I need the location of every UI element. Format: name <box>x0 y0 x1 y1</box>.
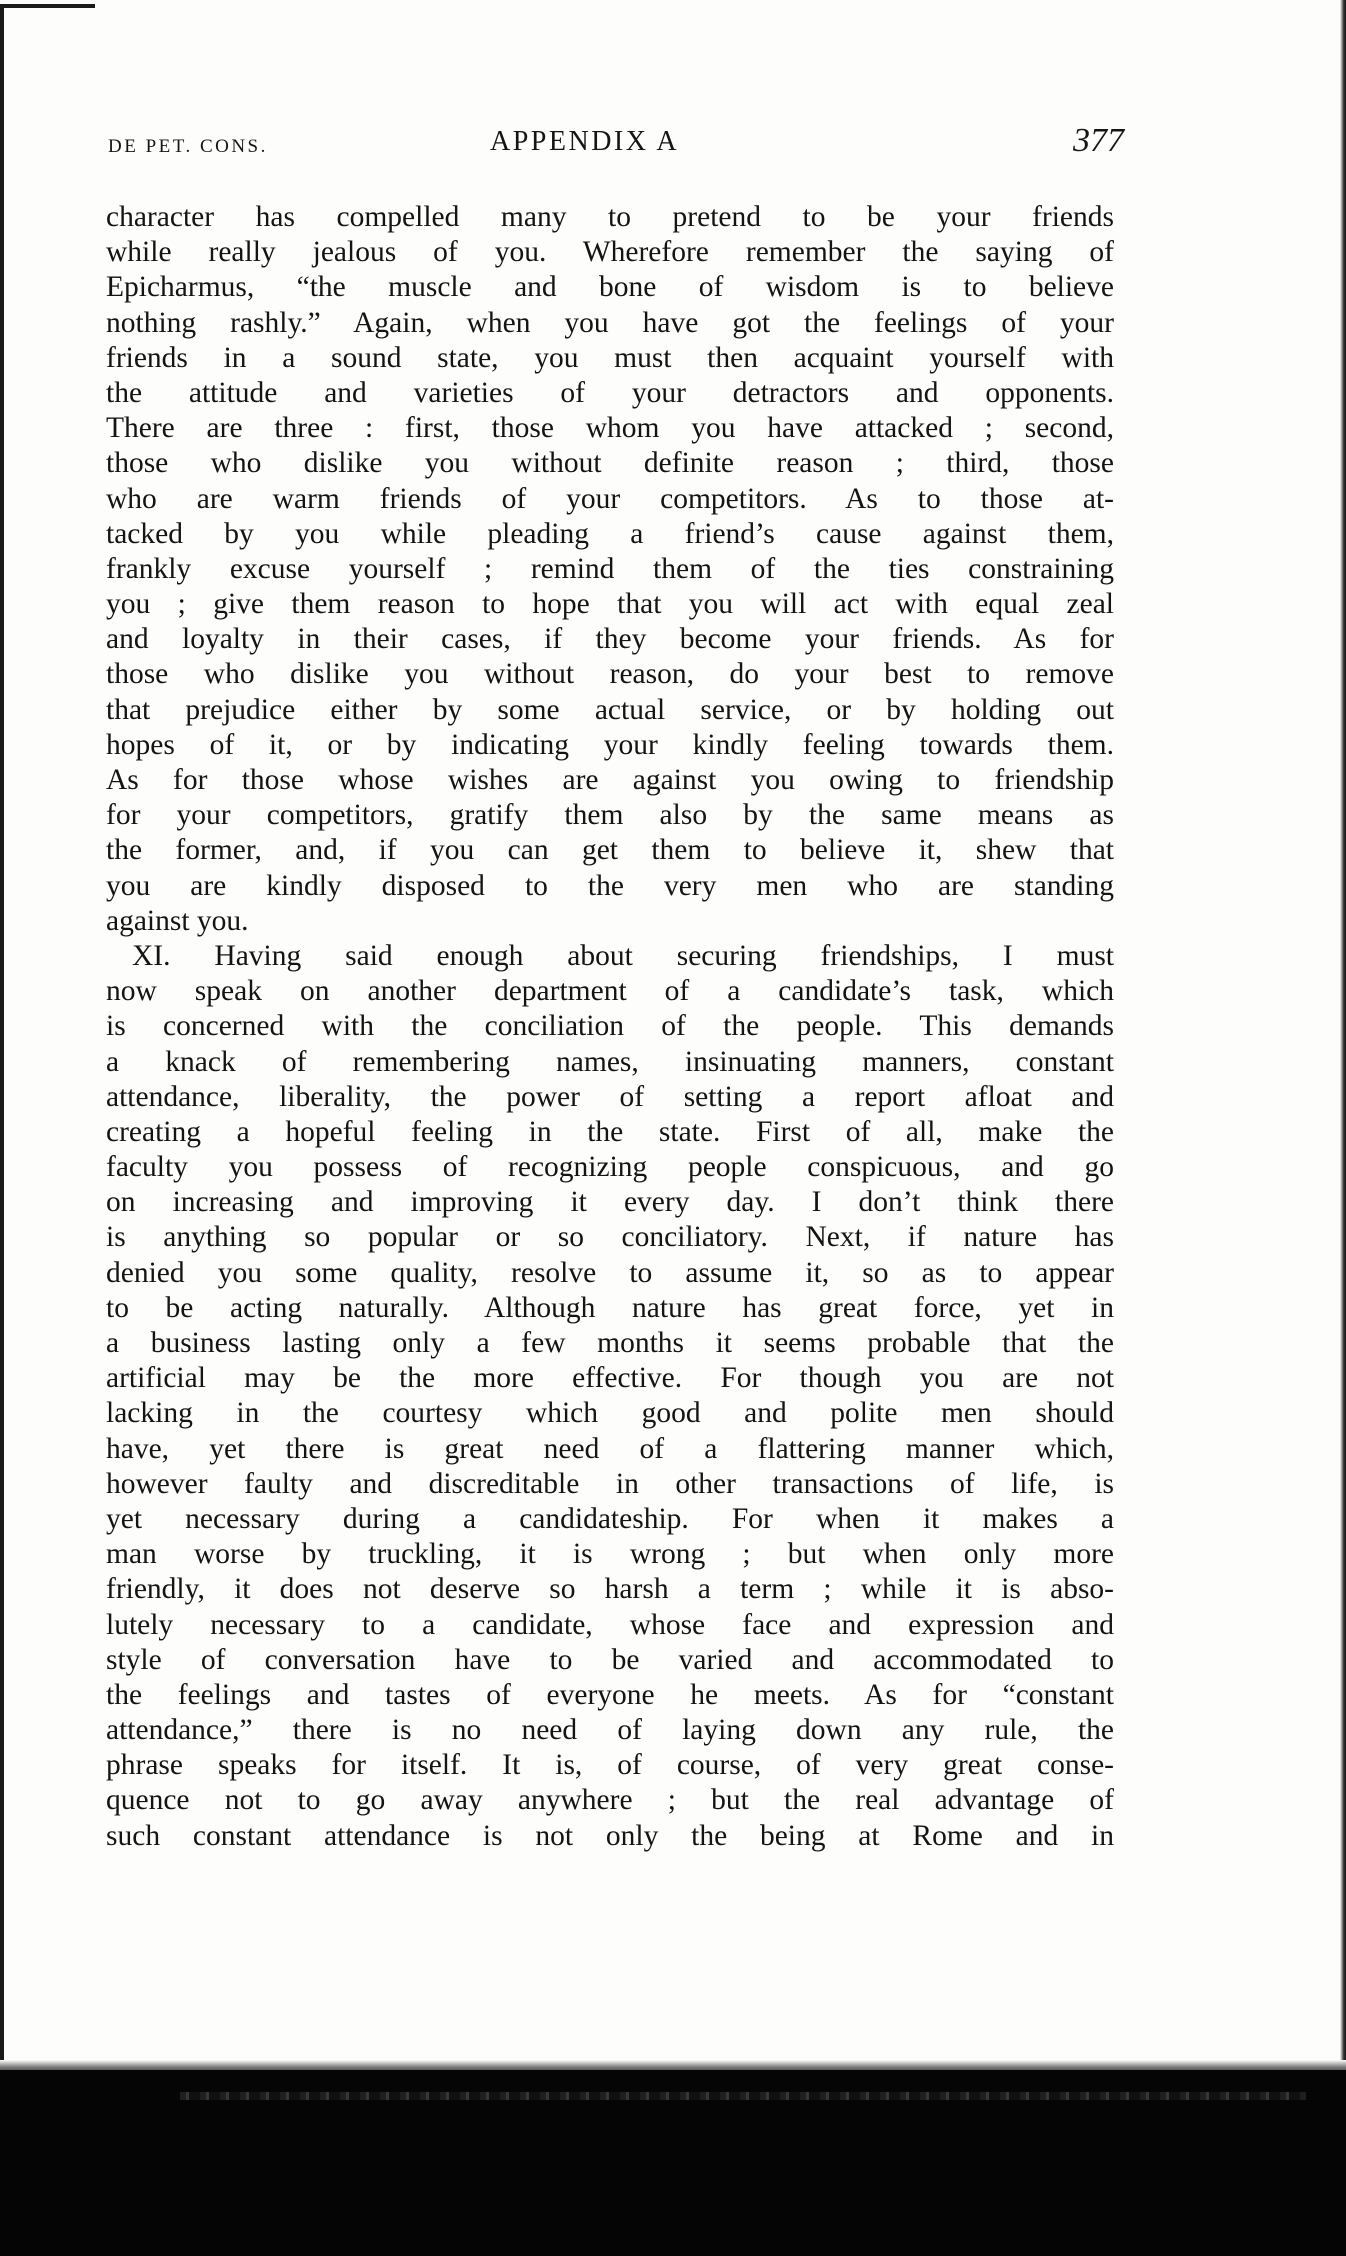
text-line: is anything so popular or so conciliatory. Next, if nature has <box>106 1221 1114 1254</box>
running-title-center: APPENDIX A <box>490 126 680 157</box>
page-number: 377 <box>1073 122 1124 159</box>
text-line: attendance,” there is no need of laying down any rule, the <box>106 1714 1114 1747</box>
text-line: the feelings and tastes of everyone he meets. As for “constant <box>106 1678 1114 1711</box>
text-line: Epicharmus, “the muscle and bone of wisdom is to believe <box>106 271 1114 304</box>
text-line: who are warm friends of your competitors. As to those at- <box>106 482 1114 515</box>
text-line: a business lasting only a few months it seems probable that the <box>106 1327 1114 1359</box>
text-line: to be acting naturally. Although nature has great force, yet in <box>106 1291 1114 1324</box>
text-line: now speak on another department of a candidate’s task, which <box>106 975 1114 1008</box>
text-line: man worse by truckling, it is wrong ; but when only more <box>106 1538 1114 1571</box>
text-line: As for those whose wishes are against you owing to friendship <box>106 764 1114 796</box>
text-line: those who dislike you without definite reason ; third, those <box>106 447 1114 480</box>
text-line: artificial may be the more effective. For though you are not <box>106 1362 1114 1395</box>
text-line: have, yet there is great need of a flattering manner which, <box>106 1432 1114 1465</box>
text-line: hopes of it, or by indicating your kindly feeling towards them. <box>106 728 1114 761</box>
scan-edge-top <box>0 4 95 8</box>
text-line: faculty you possess of recognizing people conspicuous, and go <box>106 1151 1114 1184</box>
scan-noise-strip <box>180 2092 1306 2100</box>
text-line: while really jealous of you. Wherefore remember the saying of <box>106 236 1114 269</box>
text-line: attendance, liberality, the power of setting a report afloat and <box>106 1080 1114 1113</box>
text-line: nothing rashly.” Again, when you have got the feelings of your <box>106 306 1114 339</box>
text-line: against you. <box>106 904 249 937</box>
text-line: a knack of remembering names, insinuating manners, constant <box>106 1045 1114 1078</box>
text-line: and loyalty in their cases, if they become your friends. As for <box>106 623 1114 656</box>
text-line: you ; give them reason to hope that you will act with equal zeal <box>106 588 1114 621</box>
text-line: you are kindly disposed to the very men who are standing <box>106 869 1114 902</box>
section-start-line: XI. Having said enough about securing friendships, I must <box>132 939 1114 972</box>
text-line: such constant attendance is not only the being at Rome and in <box>106 1819 1114 1852</box>
text-line: however faulty and discreditable in other transactions of life, is <box>106 1467 1114 1500</box>
text-line: lacking in the courtesy which good and polite men should <box>106 1397 1114 1430</box>
text-line: friendly, it does not deserve so harsh a term ; while it is abso- <box>106 1573 1114 1606</box>
text-line: that prejudice either by some actual service, or by holding out <box>106 693 1114 726</box>
text-line: creating a hopeful feeling in the state. First of all, make the <box>106 1115 1114 1148</box>
text-line: character has compelled many to pretend to be your friends <box>106 201 1114 233</box>
body-text <box>106 200 1114 1854</box>
text-line: denied you some quality, resolve to assume it, so as to appear <box>106 1256 1114 1289</box>
text-line: There are three : first, those whom you have attacked ; second, <box>106 412 1114 445</box>
text-line: tacked by you while pleading a friend’s cause against them, <box>106 517 1114 550</box>
text-line: style of conversation have to be varied and accommodated to <box>106 1643 1114 1676</box>
text-line: friends in a sound state, you must then acquaint yourself with <box>106 341 1114 374</box>
text-line: lutely necessary to a candidate, whose face and expression and <box>106 1608 1114 1641</box>
scan-edge-right <box>1340 0 1346 2090</box>
text-line: those who dislike you without reason, do your best to remove <box>106 658 1114 691</box>
scan-edge-left <box>0 8 4 2068</box>
text-line: frankly excuse yourself ; remind them of the ties constraining <box>106 552 1114 585</box>
text-line: quence not to go away anywhere ; but the real advantage of <box>106 1784 1114 1817</box>
text-line: the former, and, if you can get them to believe it, shew that <box>106 834 1114 867</box>
text-line: phrase speaks for itself. It is, of course, of very great conse- <box>106 1749 1114 1782</box>
text-line: is concerned with the conciliation of the people. This demands <box>106 1010 1114 1043</box>
text-line: yet necessary during a candidateship. For when it makes a <box>106 1502 1114 1535</box>
text-line: the attitude and varieties of your detractors and opponents. <box>106 376 1114 409</box>
text-line: for your competitors, gratify them also by the same means as <box>106 799 1114 832</box>
text-line: on increasing and improving it every day. I don’t think there <box>106 1186 1114 1219</box>
running-title-left: DE PET. CONS. <box>108 136 268 157</box>
running-header <box>108 122 1124 172</box>
